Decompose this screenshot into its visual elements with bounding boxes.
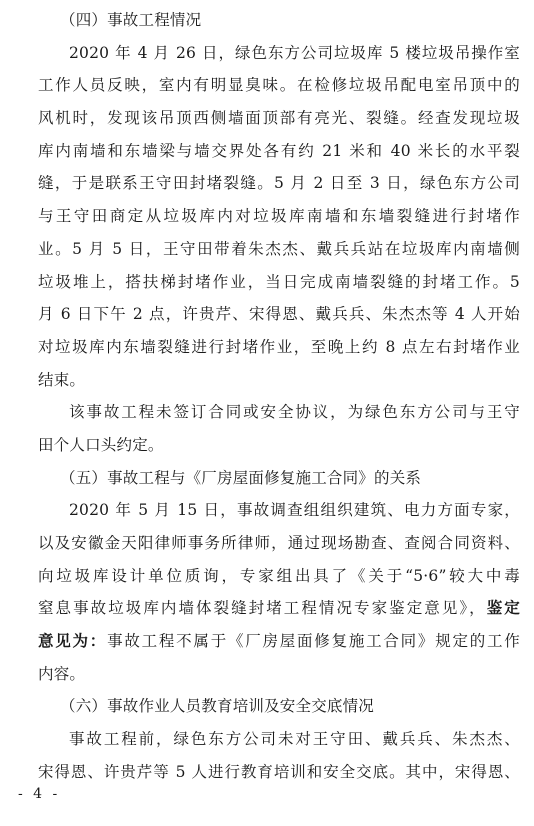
text-line: 业。5 月 5 日，王守田带着朱杰杰、戴兵兵站在垃圾库内南墙侧: [38, 239, 520, 258]
text-line: 2020 年 5 月 15 日，事故调查组组织建筑、电力方面专家，: [69, 501, 520, 520]
text-line: 田个人口头约定。: [38, 435, 164, 454]
text-line: 2020 年 4 月 26 日，绿色东方公司垃圾库 5 楼垃圾吊操作室: [69, 43, 520, 62]
text-line: 工作人员反映，室内有明显臭味。在检修垃圾吊配电室吊顶中的: [38, 76, 520, 95]
text-line: 缝，于是联系王守田封堵裂缝。5 月 2 日至 3 日，绿色东方公司: [38, 174, 520, 193]
text-line: 内容。: [38, 664, 86, 683]
text-line: 库内南墙和东墙梁与墙交界处各有约 21 米和 40 米长的水平裂: [38, 141, 520, 160]
text-line: 结束。: [38, 370, 86, 389]
page-number: - 4 -: [18, 786, 61, 802]
document-body: [38, 4, 520, 789]
text-segment: 窒息事故垃圾库内墙体裂缝封堵工程情况专家鉴定意见》，: [38, 599, 487, 618]
text-line: 向垃圾库设计单位质询，专家组出具了《关于“5·6”较大中毒: [38, 566, 520, 585]
text-line: 月 6 日下午 2 点，许贵芹、宋得恩、戴兵兵、朱杰杰等 4 人开始: [38, 305, 520, 324]
text-line: 风机时，发现该吊顶西侧墙面顶部有亮光、裂缝。经查发现垃圾: [38, 109, 520, 128]
text-line: 该事故工程未签订合同或安全协议，为绿色东方公司与王守: [69, 403, 520, 422]
text-line: 与王守田商定从垃圾库内对垃圾库南墙和东墙裂缝进行封堵作: [38, 207, 520, 226]
text-line: [38, 592, 520, 625]
section-heading-4: （四）事故工程情况: [60, 11, 202, 29]
section-heading-5: （五）事故工程与《厂房屋面修复施工合同》的关系: [60, 468, 422, 487]
paragraph-oral-agreement: [38, 396, 520, 461]
text-line: 宋得恩、许贵芹等 5 人进行教育培训和安全交底。其中，宋得恩、: [38, 762, 520, 781]
section-heading-6: （六）事故作业人员教育培训及安全交底情况: [60, 697, 375, 716]
bold-text: 鉴定: [486, 598, 521, 618]
paragraph-accident-project: [38, 37, 520, 397]
paragraph-expert-opinion: [38, 494, 520, 690]
text-line: 垃圾堆上，搭扶梯封堵作业，当日完成南墙裂缝的封堵工作。5: [38, 272, 520, 291]
text-line: 对垃圾库内东墙裂缝进行封堵作业，至晚上约 8 点左右封堵作业: [38, 337, 520, 356]
text-line: 以及安徽金天阳律师事务所律师，通过现场勘查、查阅合同资料、: [38, 534, 520, 552]
text-line: [38, 625, 520, 658]
bold-text: 意见为：: [38, 631, 108, 651]
text-line: 事故工程前，绿色东方公司未对王守田、戴兵兵、朱杰杰、: [69, 730, 520, 749]
paragraph-training: [38, 723, 520, 788]
text-segment: 事故工程不属于《厂房屋面修复施工合同》规定的工作: [107, 632, 520, 651]
